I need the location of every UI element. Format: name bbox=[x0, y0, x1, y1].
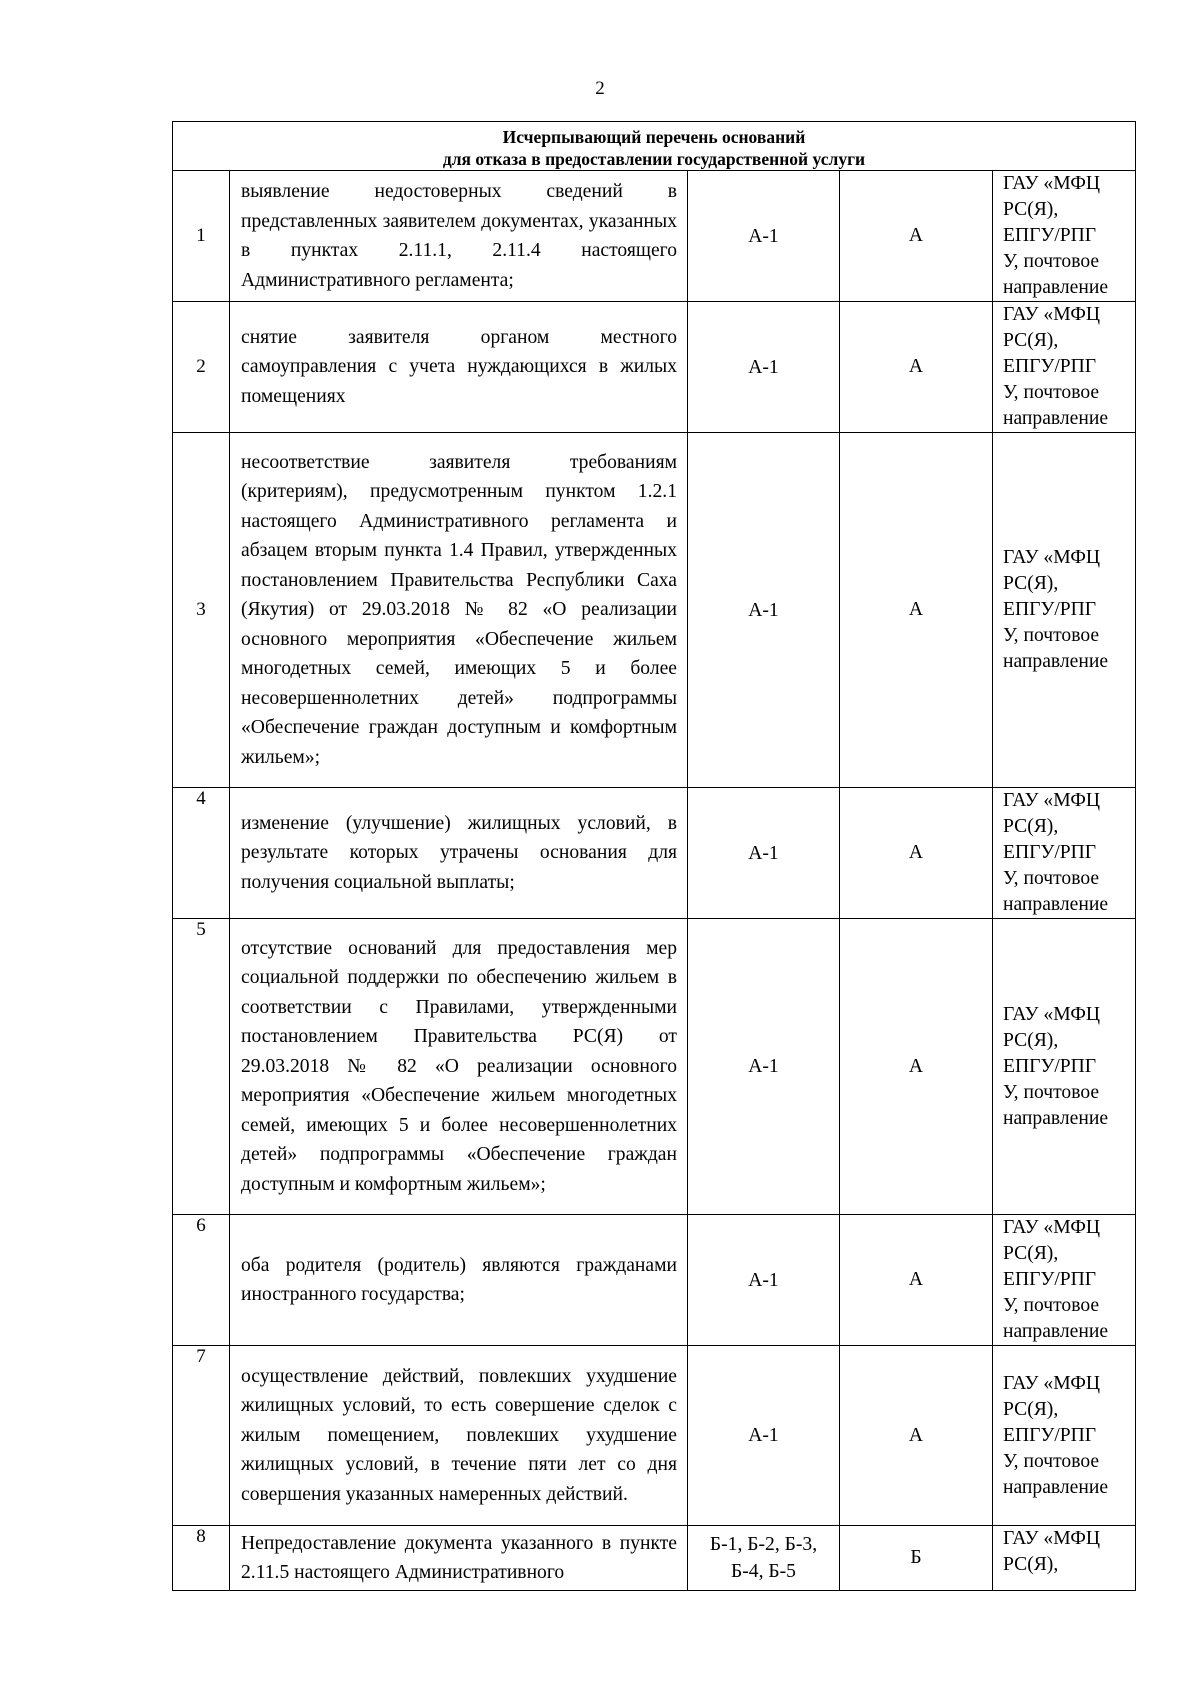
table-row bbox=[173, 171, 1136, 302]
channel-line: РС(Я), bbox=[1003, 1029, 1059, 1051]
document-code bbox=[688, 1526, 840, 1591]
row-number: 6 bbox=[173, 1215, 230, 1346]
table-row bbox=[173, 788, 1136, 919]
submission-channels bbox=[993, 302, 1136, 433]
ground-description: осуществление действий, повлекших ухудшение жилищных условий, то есть совершение сделок с жилым помещением, повлекших ухудшение жилищных условий, в течение пяти лет со дня совершения указанных намеренных действий. bbox=[230, 1346, 688, 1526]
row-number: 4 bbox=[173, 788, 230, 919]
channel-line: ГАУ «МФЦ bbox=[1003, 1372, 1100, 1394]
channel-line: направление bbox=[1003, 1107, 1109, 1129]
result-category: А bbox=[840, 1215, 993, 1346]
row-number: 2 bbox=[173, 302, 230, 433]
channel-line: ЕПГУ/РПГ bbox=[1003, 1424, 1097, 1446]
submission-channels bbox=[993, 1346, 1136, 1526]
channel-line: У, почтовое bbox=[1003, 868, 1100, 889]
channel-line: направление bbox=[1003, 408, 1109, 429]
ground-description: Непредоставление документа указанного в пункте 2.11.5 настоящего Административного bbox=[230, 1526, 688, 1591]
channel-line: У, почтовое bbox=[1003, 1450, 1100, 1472]
channel-line: РС(Я), bbox=[1003, 1554, 1059, 1575]
result-category: А bbox=[840, 919, 993, 1215]
channel-line: направление bbox=[1003, 1321, 1109, 1342]
table-row bbox=[173, 1346, 1136, 1526]
channel-line: У, почтовое bbox=[1003, 625, 1100, 646]
row-number: 3 bbox=[173, 433, 230, 788]
channel-line: ЕПГУ/РПГ bbox=[1003, 599, 1097, 620]
channel-line: ЕПГУ/РПГ bbox=[1003, 225, 1097, 246]
submission-channels bbox=[993, 919, 1136, 1215]
channel-line: У, почтовое bbox=[1003, 1081, 1100, 1103]
result-category: А bbox=[840, 1346, 993, 1526]
channel-line: направление bbox=[1003, 277, 1109, 298]
channel-line: ЕПГУ/РПГ bbox=[1003, 356, 1097, 377]
channel-line: направление bbox=[1003, 894, 1109, 915]
table-row bbox=[173, 1215, 1136, 1346]
result-category: А bbox=[840, 302, 993, 433]
submission-channels bbox=[993, 788, 1136, 919]
document-code: А-1 bbox=[688, 788, 840, 919]
table-row bbox=[173, 919, 1136, 1215]
channel-line: ГАУ «МФЦ bbox=[1003, 547, 1100, 568]
row-number: 1 bbox=[173, 171, 230, 302]
channel-line: РС(Я), bbox=[1003, 330, 1059, 351]
ground-description: изменение (улучшение) жилищных условий, в результате которых утрачены основания для получения социальной выплаты; bbox=[230, 788, 688, 919]
table-heading-line1: Исчерпывающий перечень оснований bbox=[502, 126, 806, 147]
channel-line: ЕПГУ/РПГ bbox=[1003, 1055, 1097, 1077]
document-code: А-1 bbox=[688, 433, 840, 788]
submission-channels bbox=[993, 1526, 1136, 1591]
document-code-line: Б-1, Б-2, Б-3, bbox=[709, 1534, 818, 1555]
document-code: А-1 bbox=[688, 919, 840, 1215]
channel-line: ГАУ «МФЦ bbox=[1003, 1217, 1100, 1238]
table-row bbox=[173, 433, 1136, 788]
submission-channels bbox=[993, 171, 1136, 302]
table-heading-line2: для отказа в предоставлении государственной услуги bbox=[442, 148, 866, 169]
ground-description: несоответствие заявителя требованиям (критериям), предусмотренным пунктом 1.2.1 настоящего Административного регламента и абзацем вторым пункта 1.4 Правил, утвержденных постановлением Правительства Республики Саха (Якутия) от 29.03.2018 № 82 «О реализации основного мероприятия «Обеспечение жильем многодетных семей, имеющих 5 и более несовершеннолетних детей» подпрограммы «Обеспечение граждан доступным и комфортным жильем»; bbox=[230, 433, 688, 788]
ground-description: оба родителя (родитель) являются гражданами иностранного государства; bbox=[230, 1215, 688, 1346]
ground-description: выявление недостоверных сведений в представленных заявителем документах, указанных в пунктах 2.11.1, 2.11.4 настоящего Административного регламента; bbox=[230, 171, 688, 302]
refusal-grounds-table bbox=[172, 121, 1136, 1591]
channel-line: ГАУ «МФЦ bbox=[1003, 173, 1100, 194]
channel-line: направление bbox=[1003, 651, 1109, 672]
channel-line: ЕПГУ/РПГ bbox=[1003, 842, 1097, 863]
channel-line: РС(Я), bbox=[1003, 199, 1059, 220]
channel-line: ГАУ «МФЦ bbox=[1003, 790, 1100, 811]
table-row bbox=[173, 1526, 1136, 1591]
channel-line: РС(Я), bbox=[1003, 816, 1059, 837]
document-code: А-1 bbox=[688, 171, 840, 302]
submission-channels bbox=[993, 433, 1136, 788]
row-number: 7 bbox=[173, 1346, 230, 1526]
ground-description: снятие заявителя органом местного самоуправления с учета нуждающихся в жилых помещениях bbox=[230, 302, 688, 433]
channel-line: ГАУ «МФЦ bbox=[1003, 304, 1100, 325]
channel-line: У, почтовое bbox=[1003, 251, 1100, 272]
channel-line: У, почтовое bbox=[1003, 382, 1100, 403]
result-category: Б bbox=[840, 1526, 993, 1591]
table-row bbox=[173, 302, 1136, 433]
document-code: А-1 bbox=[688, 1215, 840, 1346]
channel-line: РС(Я), bbox=[1003, 573, 1059, 594]
row-number: 8 bbox=[173, 1526, 230, 1591]
ground-description: отсутствие оснований для предоставления мер социальной поддержки по обеспечению жильем в соответствии с Правилами, утвержденными постановлением Правительства РС(Я) от 29.03.2018 № 82 «О реализации основного мероприятия «Обеспечение жильем многодетных семей, имеющих 5 и более несовершеннолетних детей» подпрограммы «Обеспечение граждан доступным и комфортным жильем»; bbox=[230, 919, 688, 1215]
channel-line: направление bbox=[1003, 1476, 1109, 1498]
result-category: А bbox=[840, 171, 993, 302]
table-heading-row bbox=[173, 122, 1136, 171]
channel-line: ГАУ «МФЦ bbox=[1003, 1003, 1100, 1025]
channel-line: У, почтовое bbox=[1003, 1295, 1100, 1316]
document-code: А-1 bbox=[688, 302, 840, 433]
document-code-line: Б-4, Б-5 bbox=[731, 1561, 796, 1582]
page-number: 2 bbox=[595, 78, 605, 99]
submission-channels bbox=[993, 1215, 1136, 1346]
channel-line: ГАУ «МФЦ bbox=[1003, 1528, 1100, 1549]
document-code: А-1 bbox=[688, 1346, 840, 1526]
result-category: А bbox=[840, 433, 993, 788]
row-number: 5 bbox=[173, 919, 230, 1215]
channel-line: ЕПГУ/РПГ bbox=[1003, 1269, 1097, 1290]
channel-line: РС(Я), bbox=[1003, 1243, 1059, 1264]
result-category: А bbox=[840, 788, 993, 919]
channel-line: РС(Я), bbox=[1003, 1398, 1059, 1420]
table-heading bbox=[173, 122, 1136, 171]
